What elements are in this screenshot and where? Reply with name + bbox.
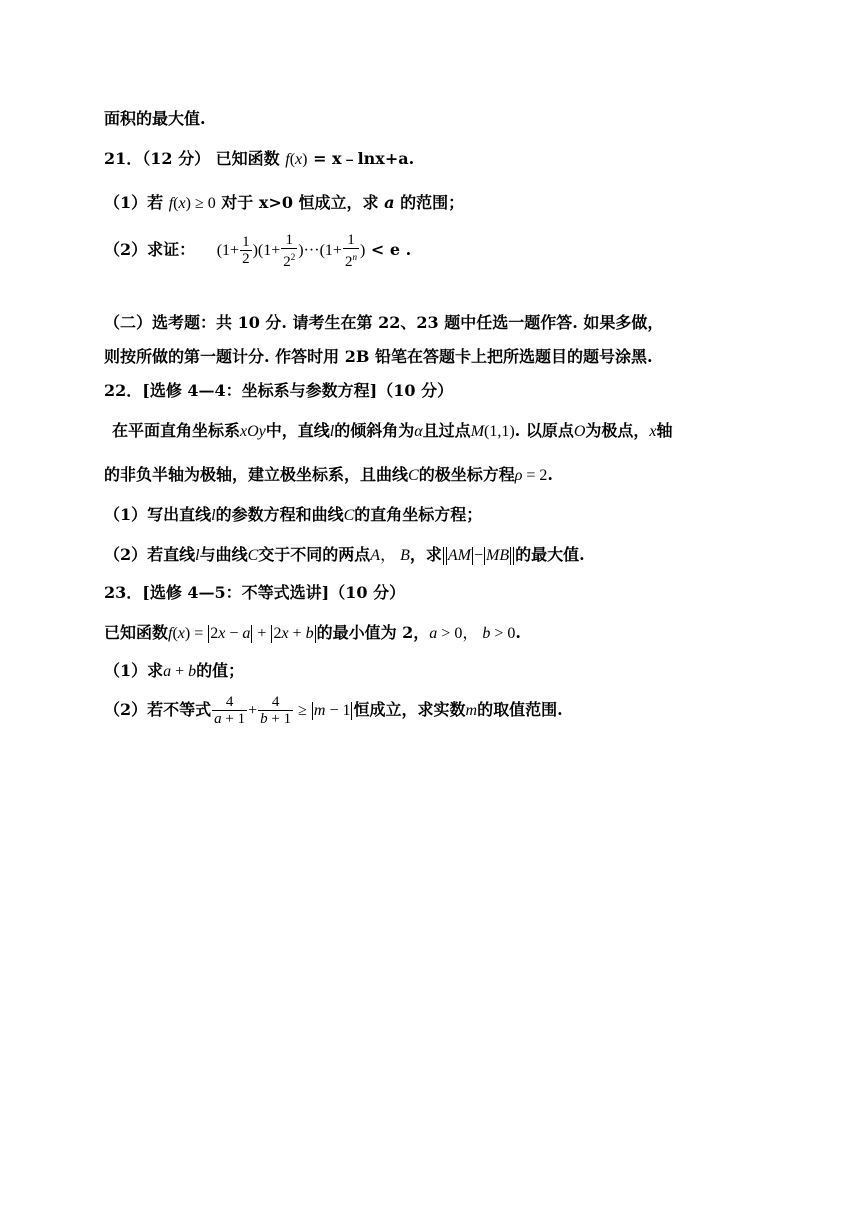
text: 21．（12 分） 已知函数	[104, 149, 280, 168]
q21-part1: （1）若 f(x) ≥ 0 对于 x>0 恒成立，求 a 的范围；	[104, 193, 465, 212]
q22-part2: （2）若直线l与曲线C交于不同的两点A， B，求 AM − MB 的最大值.	[104, 545, 585, 564]
text: （2）求证：	[104, 240, 196, 259]
text: 对于 x>0 恒成立，求	[221, 193, 379, 212]
text: 的范围；	[400, 193, 465, 212]
text: = x﹣lnx+a.	[313, 149, 415, 168]
line-area-max	[104, 108, 206, 130]
section2-line2	[104, 346, 653, 368]
text: 的倾斜角为	[334, 421, 415, 440]
text: 的值；	[196, 661, 245, 680]
text: 面积的最大值.	[104, 109, 206, 128]
text: 的参数方程和曲线	[215, 505, 344, 524]
text: （2）若直线	[104, 545, 196, 564]
math-fx: f	[285, 151, 290, 168]
text: 且过点	[422, 421, 471, 440]
fraction: $\frac{4}{a + 1}$	[214, 694, 246, 727]
q22-part1: （1）写出直线l的参数方程和曲线C的直角坐标方程；	[104, 505, 483, 524]
fraction: $\frac{1}{2^2}$	[283, 231, 296, 270]
q23-heading	[104, 582, 405, 604]
q22-paragraph-line2: 的非负半轴为极轴，建立极坐标系，且曲线C的极坐标方程ρ = 2.	[104, 465, 553, 484]
fraction: $\frac{1}{2}$	[242, 234, 250, 267]
text: 轴	[656, 421, 673, 440]
text: 的非负半轴为极轴，建立极坐标系，且曲线	[104, 465, 409, 484]
text: 的取值范围.	[477, 700, 563, 719]
text: 交于不同的两点	[258, 545, 371, 564]
text: 23．[选修 4—5：不等式选讲]（10 分）	[104, 583, 406, 602]
text: 则按所做的第一题计分. 作答时用 2B 铅笔在答题卡上把所选题目的题号涂黑.	[104, 347, 653, 366]
q23-part1: （1）求a + b的值；	[104, 661, 245, 680]
text: < e .	[370, 240, 412, 259]
text: （2）若不等式	[104, 700, 212, 719]
q22-heading	[104, 380, 453, 402]
text: （1）写出直线	[104, 505, 212, 524]
text: 为极点，	[585, 421, 650, 440]
text: 的最大值.	[515, 545, 585, 564]
text: . 以原点	[514, 421, 574, 440]
text: 的最小值为 2，	[316, 623, 430, 642]
text: 的直角坐标方程；	[354, 505, 483, 524]
q21-heading: 21．（12 分） 已知函数 f(x) = x﹣lnx+a.	[104, 149, 415, 168]
text: 与曲线	[199, 545, 248, 564]
fraction: $\frac{4}{b + 1}$	[260, 694, 292, 727]
q22-paragraph-line1: 在平面直角坐标系xOy中，直线l的倾斜角为α且过点M(1,1). 以原点O为极点，x轴	[112, 421, 673, 440]
text: （1）若	[104, 193, 164, 212]
text: 在平面直角坐标系	[112, 421, 241, 440]
text: 中，直线	[265, 421, 330, 440]
text: 恒成立，求实数	[353, 700, 466, 719]
text: （1）求	[104, 661, 164, 680]
text: （二）选考题：共 10 分. 请考生在第 22、23 题中任选一题作答. 如果多做，	[104, 313, 664, 332]
q23-part2: （2）若不等式 $\frac{4}{a + 1}$ + $\frac{4}{b + 1}$ ≥ m − 1 恒成立，求实数m的取值范围.	[104, 694, 563, 727]
text: 的极坐标方程	[418, 465, 515, 484]
section2-line1	[104, 312, 663, 334]
fraction: $\frac{1}{2^n}$	[344, 231, 357, 270]
q23-paragraph: 已知函数f(x) = 2x − a + 2x + b 的最小值为 2，a > 0， b > 0.	[104, 623, 521, 642]
q21-part2: （2）求证： (1+ $\frac{1}{2}$ )(1+ $\frac{1}{2^2}$ )···(1+ $\frac{1}{2^n}$ ) < e .	[104, 231, 412, 270]
text: 已知函数	[104, 623, 169, 642]
text: 22．[选修 4—4：坐标系与参数方程]（10 分）	[104, 381, 454, 400]
text: ，求	[409, 545, 442, 564]
